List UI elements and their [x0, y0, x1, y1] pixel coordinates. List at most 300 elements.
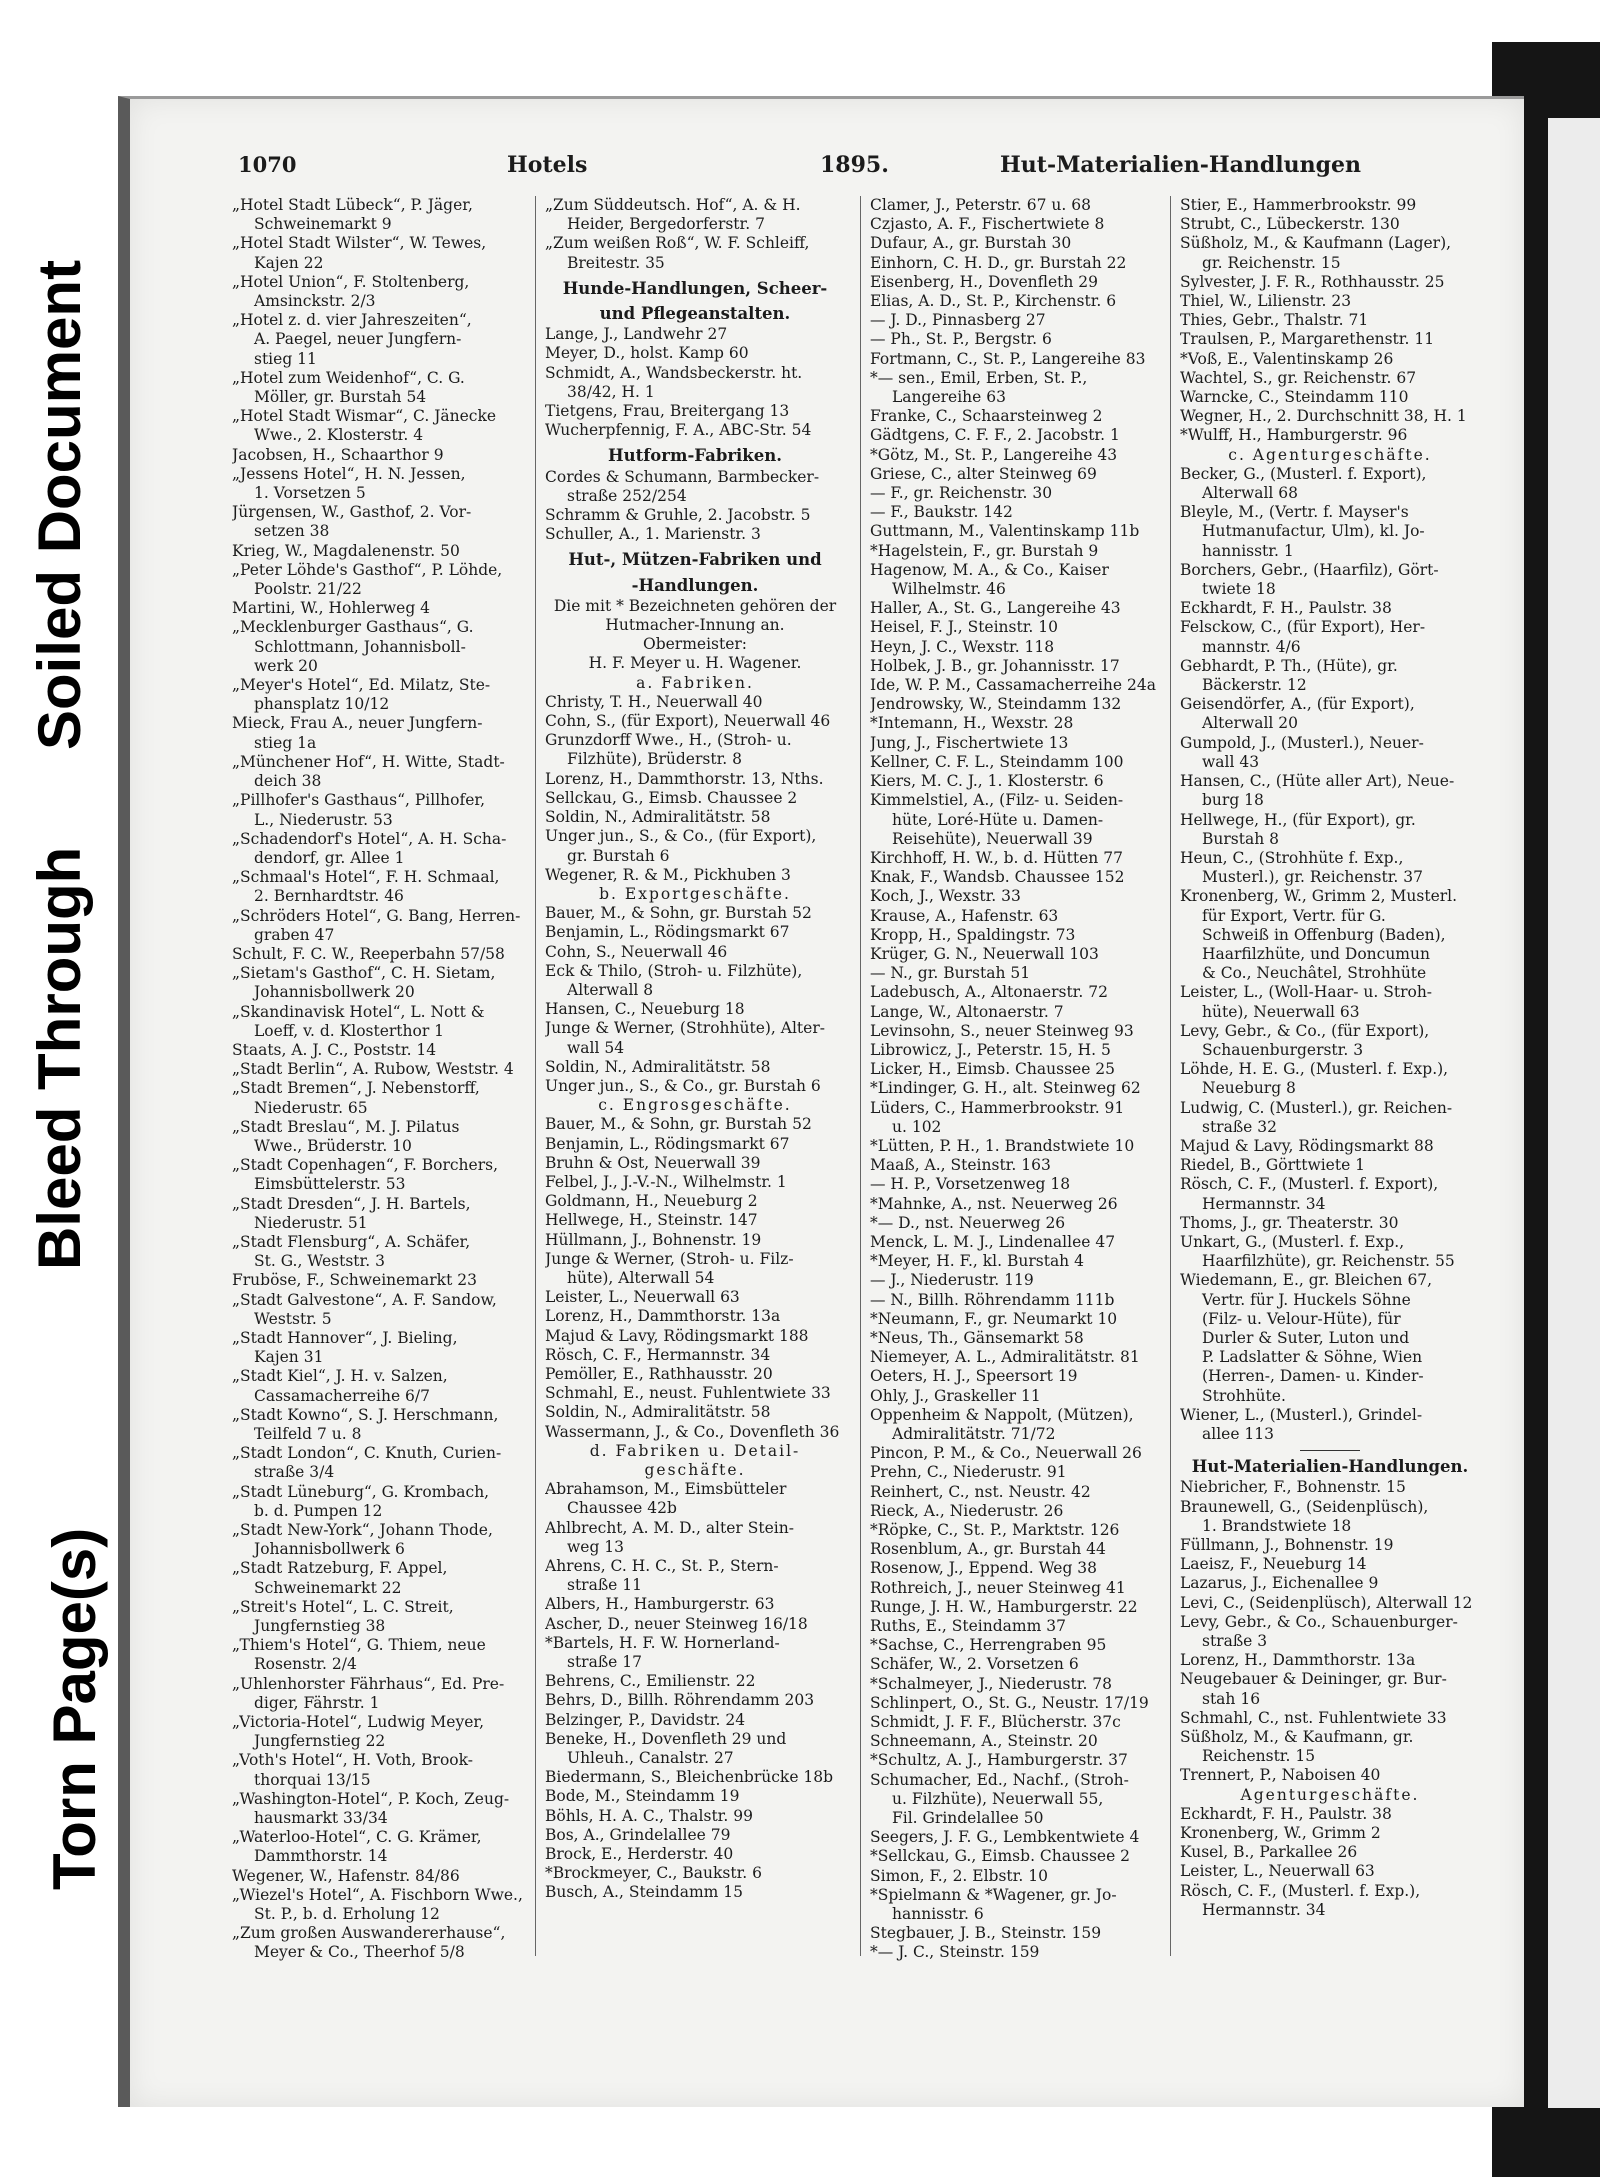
directory-entry: Eisenberg, H., Dovenfleth 29 [870, 272, 1099, 291]
directory-entry: Junge & Werner, (Strohhüte), Alter- [545, 1019, 825, 1038]
directory-entry: Laeisz, F., Neueburg 14 [1180, 1555, 1367, 1574]
directory-entry: *Mahnke, A., nst. Neuerweg 26 [870, 1194, 1118, 1213]
directory-entry: „Thiem's Hotel“, G. Thiem, neue [232, 1636, 486, 1655]
entry-continuation: St. P., b. d. Erholung 12 [254, 1905, 440, 1924]
entry-continuation: Schweinemarkt 22 [254, 1578, 402, 1597]
directory-entry: — N., Billh. Röhrendamm 111b [870, 1290, 1115, 1309]
directory-entry: Knak, F., Wandsb. Chaussee 152 [870, 868, 1125, 887]
directory-entry: „Stadt Lüneburg“, G. Krombach, [232, 1482, 490, 1501]
directory-entry: „Mecklenburger Gasthaus“, G. [232, 618, 474, 637]
entry-continuation: Alterwall 20 [1202, 714, 1299, 733]
directory-entry: Kronenberg, W., Grimm 2, Musterl. [1180, 887, 1458, 906]
directory-entry: Soldin, N., Admiralitätstr. 58 [545, 1403, 771, 1422]
directory-entry: Lange, W., Altonaerstr. 7 [870, 1002, 1064, 1021]
right-running-title: Hut-Materialien-Handlungen [1000, 152, 1362, 178]
directory-entry: Schmahl, C., nst. Fuhlentwiete 33 [1180, 1708, 1447, 1727]
entry-continuation: Haarfilzhüte), gr. Reichenstr. 55 [1202, 1252, 1455, 1271]
directory-entry: Kellner, C. F. L., Steindamm 100 [870, 752, 1124, 771]
entry-continuation: Dammthorstr. 14 [254, 1847, 388, 1866]
entry-continuation: u. 102 [892, 1117, 942, 1136]
directory-entry: „Stadt Kiel“, J. H. v. Salzen, [232, 1367, 448, 1386]
directory-entry: — H. P., Vorsetzenweg 18 [870, 1175, 1071, 1194]
directory-entry: „Zum weißen Roß“, W. F. Schleiff, [545, 234, 810, 253]
entry-continuation: Möller, gr. Burstah 54 [254, 388, 427, 407]
entry-continuation: Wwe., 2. Klosterstr. 4 [254, 426, 424, 445]
section-heading: Hutform-Fabriken. [608, 446, 782, 466]
entry-continuation: Teilfeld 7 u. 8 [254, 1425, 362, 1443]
directory-entry: Staats, A. J. C., Poststr. 14 [232, 1040, 437, 1059]
directory-entry: Licker, H., Eimsb. Chaussee 25 [870, 1060, 1116, 1079]
directory-entry: Leister, L., Neuerwall 63 [545, 1288, 740, 1307]
section-note: Hutmacher-Innung an. [605, 616, 785, 635]
entry-continuation: setzen 38 [254, 522, 330, 541]
directory-entry: Holbek, J. B., gr. Johannisstr. 17 [870, 656, 1120, 675]
entry-continuation: dendorf, gr. Allee 1 [254, 848, 405, 867]
directory-entry: Haller, A., St. G., Langereihe 43 [870, 599, 1121, 618]
directory-entry: Rösch, C. F., (Musterl. f. Export), [1180, 1175, 1439, 1194]
directory-entry: Eckhardt, F. H., Paulstr. 38 [1180, 1804, 1392, 1823]
column-rule [535, 196, 536, 1956]
directory-entry: *Brockmeyer, C., Baukstr. 6 [545, 1864, 763, 1883]
directory-entry: *Wulff, H., Hamburgerstr. 96 [1180, 426, 1408, 445]
directory-entry: Schlinpert, O., St. G., Neustr. 17/19 [870, 1693, 1149, 1712]
directory-entry: Heyn, J. C., Wexstr. 118 [870, 637, 1055, 656]
subsection-heading: b. Exportgeschäfte. [599, 884, 791, 903]
directory-entry: Ahlbrecht, A. M. D., alter Stein- [545, 1518, 794, 1537]
directory-entry: Levy, Gebr., & Co., Schauenburger- [1180, 1612, 1458, 1631]
directory-entry: Hüllmann, J., Bohnenstr. 19 [545, 1230, 762, 1249]
directory-entry: Schmidt, A., Wandsbeckerstr. ht. [545, 363, 803, 382]
directory-entry: „Stadt Galvestone“, A. F. Sandow, [232, 1290, 497, 1309]
entry-continuation: Wilhelmstr. 46 [892, 580, 1006, 599]
directory-entry: *Bartels, H. F. W. Hornerland- [545, 1633, 780, 1652]
directory-entry: Albers, H., Hamburgerstr. 63 [545, 1595, 775, 1614]
directory-entry: Gumpold, J., (Musterl.), Neuer- [1180, 733, 1424, 752]
directory-entry: Cordes & Schumann, Barmbecker- [545, 467, 820, 486]
directory-entry: Czjasto, A. F., Fischertwiete 8 [870, 215, 1105, 234]
directory-entry: „Hotel Stadt Lübeck“, P. Jäger, [232, 196, 473, 214]
directory-entry: Majud & Lavy, Rödingsmarkt 88 [1180, 1136, 1434, 1155]
directory-entry: Hagenow, M. A., & Co., Kaiser [870, 560, 1109, 579]
directory-entry: Cohn, S., Neuerwall 46 [545, 942, 728, 961]
directory-entry: „Stadt Bremen“, J. Nebenstorff, [232, 1079, 480, 1098]
directory-entry: *Spielmann & *Wagener, gr. Jo- [870, 1885, 1117, 1904]
directory-entry: Kusel, B., Parkallee 26 [1180, 1843, 1358, 1862]
entry-continuation: Vertr. für J. Huckels Söhne [1202, 1290, 1411, 1309]
entry-continuation: Schauenburgerstr. 3 [1202, 1040, 1364, 1059]
entry-continuation: Johannisbollwerk 6 [254, 1540, 405, 1559]
directory-entry: „Washington-Hotel“, P. Koch, Zeug- [232, 1789, 510, 1808]
directory-entry: Guttmann, M., Valentinskamp 11b [870, 522, 1140, 541]
entry-continuation: 2. Bernhardtstr. 46 [254, 887, 404, 906]
column-4 [1180, 196, 1480, 1920]
directory-entry: „Peter Löhde's Gasthof“, P. Löhde, [232, 560, 503, 579]
entry-continuation: stieg 11 [254, 349, 317, 368]
subsection-heading: d. Fabriken u. Detail- [589, 1441, 801, 1460]
entry-continuation: für Export, Vertr. für G. [1202, 906, 1386, 925]
directory-entry: Lorenz, H., Dammthorstr. 13a [545, 1307, 781, 1326]
directory-entry: Schäfer, W., 2. Vorsetzen 6 [870, 1655, 1079, 1674]
entry-continuation: u. Filzhüte), Neuerwall 55, [892, 1789, 1104, 1808]
directory-entry: Clamer, J., Peterstr. 67 u. 68 [870, 196, 1091, 214]
directory-entry: Oeters, H. J., Speersort 19 [870, 1367, 1078, 1386]
entry-continuation: twiete 18 [1202, 580, 1276, 599]
directory-entry: Jung, J., Fischertwiete 13 [870, 733, 1069, 752]
entry-continuation: deich 38 [254, 772, 322, 791]
directory-entry: Löhde, H. E. G., (Musterl. f. Exp.), [1180, 1060, 1449, 1079]
entry-continuation: Langereihe 63 [892, 388, 1006, 407]
directory-entry: Rosenblum, A., gr. Burstah 44 [870, 1540, 1106, 1559]
section-heading: Hut-, Mützen-Fabriken und [568, 550, 822, 570]
directory-entry: — Ph., St. P., Bergstr. 6 [870, 330, 1052, 349]
directory-entry: Librowicz, J., Peterstr. 15, H. 5 [870, 1040, 1111, 1059]
entry-continuation: Breitestr. 35 [567, 253, 665, 272]
page-number: 1070 [238, 152, 297, 177]
entry-continuation: wall 54 [567, 1038, 625, 1057]
directory-entry: „Wiezel's Hotel“, A. Fischborn Wwe., [232, 1885, 523, 1904]
directory-entry: Ide, W. P. M., Cassamacherreihe 24a [870, 676, 1156, 695]
directory-entry: Abrahamson, M., Eimsbütteler [545, 1480, 787, 1499]
directory-entry: „Stadt Berlin“, A. Rubow, Weststr. 4 [232, 1060, 514, 1079]
entry-continuation: allee 113 [1202, 1425, 1275, 1443]
entry-continuation: werk 20 [254, 656, 318, 675]
directory-entry: Einhorn, C. H. D., gr. Burstah 22 [870, 253, 1127, 272]
directory-entry: Pemöller, E., Rathhausstr. 20 [545, 1364, 773, 1383]
directory-entry: *Meyer, H. F., kl. Burstah 4 [870, 1252, 1084, 1271]
directory-entry: Lorenz, H., Dammthorstr. 13, Nths. [545, 769, 824, 788]
directory-entry: Lange, J., Landwehr 27 [545, 325, 728, 344]
directory-entry: *Neumann, F., gr. Neumarkt 10 [870, 1309, 1118, 1328]
directory-entry: Eckhardt, F. H., Paulstr. 38 [1180, 599, 1392, 618]
entry-continuation: Reisehüte), Neuerwall 39 [892, 829, 1093, 848]
directory-entry: Fruböse, F., Schweinemarkt 23 [232, 1271, 477, 1290]
directory-entry: „Hotel Union“, F. Stoltenberg, [232, 272, 470, 291]
directory-entry: „Jessens Hotel“, H. N. Jessen, [232, 464, 466, 483]
entry-continuation: gr. Reichenstr. 15 [1202, 253, 1341, 272]
subsection-heading: geschäfte. [644, 1461, 746, 1479]
directory-entry: „Stadt New-York“, Johann Thode, [232, 1521, 493, 1540]
subsection-heading: c. Engrosgeschäfte. [598, 1096, 792, 1115]
directory-entry: Sellckau, G., Eimsb. Chaussee 2 [545, 788, 798, 807]
directory-entry: „Meyer's Hotel“, Ed. Milatz, Ste- [232, 676, 491, 695]
directory-entry: Busch, A., Steindamm 15 [545, 1883, 743, 1902]
directory-entry: „Stadt Breslau“, M. J. Pilatus [232, 1117, 460, 1136]
directory-entry: Bruhn & Ost, Neuerwall 39 [545, 1153, 761, 1172]
directory-entry: Heun, C., (Strohhüte f. Exp., [1180, 848, 1404, 867]
directory-entry: Thies, Gebr., Thalstr. 71 [1180, 311, 1369, 330]
entry-continuation: 38/42, H. 1 [567, 382, 655, 401]
column-rule [1170, 196, 1171, 1956]
entry-continuation: Cassamacherreihe 6/7 [254, 1386, 431, 1405]
entry-continuation: Reichenstr. 15 [1202, 1747, 1316, 1766]
directory-entry: Seegers, J. F. G., Lembkentwiete 4 [870, 1828, 1140, 1847]
entry-continuation: Wwe., Brüderstr. 10 [254, 1136, 412, 1155]
directory-entry: „Voth's Hotel“, H. Voth, Brook- [232, 1751, 473, 1770]
directory-entry: Unkart, G., (Musterl. f. Exp., [1180, 1232, 1405, 1251]
entry-continuation: Jungfernstieg 38 [254, 1617, 386, 1636]
entry-continuation: A. Paegel, neuer Jungfern- [254, 330, 462, 349]
directory-entry: Ruths, E., Steindamm 37 [870, 1617, 1066, 1636]
entry-continuation: hausmarkt 33/34 [254, 1809, 388, 1828]
directory-entry: Rieck, A., Niederustr. 26 [870, 1501, 1064, 1520]
entry-continuation: Johannisbollwerk 20 [254, 983, 415, 1002]
entry-continuation: Kajen 31 [254, 1348, 324, 1367]
entry-continuation: Heider, Bergedorferstr. 7 [567, 215, 765, 234]
entry-continuation: straße 3 [1202, 1632, 1268, 1651]
entry-continuation: Haarfilzhüte, und Doncumun [1202, 944, 1430, 963]
directory-entry: „Schmaal's Hotel“, F. H. Schmaal, [232, 868, 500, 887]
entry-continuation: straße 17 [567, 1653, 643, 1672]
entry-continuation: mannstr. 4/6 [1202, 637, 1301, 656]
directory-entry: Menck, L. M. J., Lindenallee 47 [870, 1232, 1116, 1251]
directory-entry: Trennert, P., Naboisen 40 [1180, 1766, 1381, 1785]
directory-entry: Behrens, C., Emilienstr. 22 [545, 1672, 756, 1691]
directory-entry: „Uhlenhorster Fährhaus“, Ed. Pre- [232, 1674, 505, 1693]
torn-pages-label: Torn Page(s) [41, 1527, 108, 1890]
year-label: 1895. [820, 152, 889, 178]
directory-entry: Schmidt, J. F. F., Blücherstr. 37c [870, 1713, 1121, 1732]
entry-continuation: hüte), Neuerwall 63 [1202, 1002, 1360, 1021]
column-3 [870, 196, 1170, 1963]
entry-continuation: 1. Vorsetzen 5 [254, 484, 366, 503]
directory-entry: Reinhert, C., nst. Neustr. 42 [870, 1482, 1091, 1501]
directory-entry: Niemeyer, A. L., Admiralitätstr. 81 [870, 1348, 1140, 1367]
directory-entry: „Zum großen Auswandererhause“, [232, 1924, 506, 1943]
directory-entry: *Neus, Th., Gänsemarkt 58 [870, 1328, 1084, 1347]
directory-entry: Levy, Gebr., & Co., (für Export), [1180, 1021, 1430, 1040]
directory-entry: Tietgens, Frau, Breitergang 13 [545, 402, 790, 421]
directory-entry: Wassermann, J., & Co., Dovenfleth 36 [545, 1422, 840, 1441]
directory-entry: „Skandinavisk Hotel“, L. Nott & [232, 1002, 485, 1021]
directory-entry: Rösch, C. F., Hermannstr. 34 [545, 1345, 771, 1364]
entry-continuation: straße 11 [567, 1576, 643, 1595]
entry-continuation: diger, Fährstr. 1 [254, 1693, 380, 1712]
bleed-through-label: Bleed Through [26, 846, 93, 1270]
entry-continuation: Niederustr. 65 [254, 1098, 368, 1117]
directory-entry: Wegener, W., Hafenstr. 84/86 [232, 1866, 460, 1885]
left-running-title: Hotels [507, 152, 588, 178]
directory-entry: Becker, G., (Musterl. f. Export), [1180, 464, 1427, 483]
directory-entry: Koch, J., Wexstr. 33 [870, 887, 1021, 906]
directory-entry: Griese, C., alter Steinweg 69 [870, 464, 1097, 483]
directory-entry: Cohn, S., (für Export), Neuerwall 46 [545, 712, 831, 731]
directory-entry: „Hotel zum Weidenhof“, C. G. [232, 368, 465, 387]
directory-entry: „Sietam's Gasthof“, C. H. Sietam, [232, 964, 496, 983]
directory-entry: Thoms, J., gr. Theaterstr. 30 [1180, 1213, 1399, 1232]
directory-entry: Behrs, D., Billh. Röhrendamm 203 [545, 1691, 815, 1710]
entry-continuation: Alterwall 8 [567, 980, 654, 999]
entry-continuation: Uhleuh., Canalstr. 27 [567, 1749, 734, 1768]
directory-entry: *Intemann, H., Wexstr. 28 [870, 714, 1074, 733]
directory-entry: Soldin, N., Admiralitätstr. 58 [545, 1057, 771, 1076]
directory-entry: Warncke, C., Steindamm 110 [1180, 388, 1409, 407]
directory-entry: Martini, W., Hohlerweg 4 [232, 599, 431, 618]
entry-continuation: Neueburg 8 [1202, 1079, 1296, 1098]
directory-entry: *— sen., Emil, Erben, St. P., [870, 368, 1088, 387]
directory-entry: Borchers, Gebr., (Haarfilz), Gört- [1180, 560, 1439, 579]
directory-entry: Belzinger, P., Davidstr. 24 [545, 1710, 746, 1729]
entry-continuation: Poolstr. 21/22 [254, 580, 362, 599]
directory-entry: Rosenow, J., Eppend. Weg 38 [870, 1559, 1098, 1578]
directory-entry: *Lütten, P. H., 1. Brandstwiete 10 [870, 1136, 1135, 1155]
section-note: H. F. Meyer u. H. Wagener. [588, 654, 802, 673]
directory-entry: — J. D., Pinnasberg 27 [870, 311, 1046, 330]
directory-entry: Stier, E., Hammerbrookstr. 99 [1180, 196, 1417, 214]
directory-entry: Riedel, B., Görttwiete 1 [1180, 1156, 1366, 1175]
entry-continuation: stieg 1a [254, 733, 317, 752]
directory-entry: Junge & Werner, (Stroh- u. Filz- [545, 1249, 794, 1268]
entry-continuation: Durler & Suter, Luton und [1202, 1328, 1410, 1347]
directory-entry: Biedermann, S., Bleichenbrücke 18b [545, 1768, 834, 1787]
directory-entry: „Stadt Ratzeburg, F. Appel, [232, 1559, 448, 1578]
entry-continuation: weg 13 [567, 1537, 625, 1556]
directory-entry: Böhls, H. A. C., Thalstr. 99 [545, 1806, 753, 1825]
directory-entry: *Sachse, C., Herrengraben 95 [870, 1636, 1107, 1655]
directory-entry: Ladebusch, A., Altonaerstr. 72 [870, 983, 1108, 1002]
directory-entry: Meyer, D., holst. Kamp 60 [545, 344, 749, 363]
directory-entry: Dufaur, A., gr. Burstah 30 [870, 234, 1072, 253]
directory-entry: Brock, E., Herderstr. 40 [545, 1845, 734, 1864]
section-heading: und Pflegeanstalten. [599, 304, 791, 324]
directory-entry: Rösch, C. F., (Musterl. f. Exp.), [1180, 1881, 1421, 1900]
directory-entry: „Stadt Dresden“, J. H. Bartels, [232, 1194, 471, 1213]
directory-entry: *Schultz, A. J., Hamburgerstr. 37 [870, 1751, 1128, 1770]
subsection-heading: Agenturgeschäfte. [1240, 1785, 1420, 1804]
directory-entry: — F., gr. Reichenstr. 30 [870, 484, 1053, 503]
directory-entry: „Schadendorf's Hotel“, A. H. Scha- [232, 829, 507, 848]
entry-continuation: stah 16 [1202, 1689, 1261, 1708]
entry-continuation: Alterwall 68 [1202, 484, 1299, 503]
directory-entry: Krause, A., Hafenstr. 63 [870, 906, 1059, 925]
directory-entry: Lazarus, J., Eichenallee 9 [1180, 1574, 1379, 1593]
entry-continuation: Schlottmann, Johannisboll- [254, 637, 466, 656]
section-divider [1300, 1450, 1360, 1451]
directory-entry: *Hagelstein, F., gr. Burstah 9 [870, 541, 1099, 560]
directory-entry: „Hotel Stadt Wismar“, C. Jänecke [232, 407, 497, 426]
directory-entry: Kropp, H., Spaldingstr. 73 [870, 925, 1076, 944]
section-heading: Hut-Materialien-Handlungen. [1191, 1457, 1469, 1477]
directory-entry: Krüger, G. N., Neuerwall 103 [870, 944, 1099, 963]
column-rule [860, 196, 861, 1956]
entry-continuation: Chaussee 42b [567, 1499, 677, 1518]
directory-entry: *Röpke, C., St. P., Marktstr. 126 [870, 1521, 1120, 1540]
entry-continuation: Weststr. 5 [254, 1309, 332, 1328]
directory-entry: „Stadt London“, C. Knuth, Curien- [232, 1444, 502, 1463]
entry-continuation: Filzhüte), Brüderstr. 8 [567, 750, 742, 769]
directory-entry: „Stadt Copenhagen“, F. Borchers, [232, 1156, 498, 1175]
section-note: Die mit * Bezeichneten gehören der [553, 596, 837, 615]
entry-continuation: hüte, Loré-Hüte u. Damen- [892, 810, 1104, 829]
directory-entry: Leister, L., (Woll-Haar- u. Stroh- [1180, 983, 1433, 1002]
entry-continuation: P. Ladslatter & Söhne, Wien [1202, 1348, 1423, 1367]
entry-continuation: Fil. Grindelallee 50 [892, 1809, 1044, 1828]
directory-entry: „Hotel z. d. vier Jahreszeiten“, [232, 311, 472, 330]
directory-entry: Runge, J. H. W., Hamburgerstr. 22 [870, 1597, 1138, 1616]
directory-entry: „Stadt Kowno“, S. J. Herschmann, [232, 1405, 499, 1424]
directory-entry: „Stadt Hannover“, J. Bieling, [232, 1328, 458, 1347]
entry-continuation: Hermannstr. 34 [1202, 1900, 1326, 1919]
directory-entry: Lorenz, H., Dammthorstr. 13a [1180, 1651, 1416, 1670]
directory-entry: *Lindinger, G. H., alt. Steinweg 62 [870, 1079, 1141, 1098]
directory-entry: Wachtel, S., gr. Reichenstr. 67 [1180, 368, 1417, 387]
directory-entry: Gebhardt, P. Th., (Hüte), gr. [1180, 656, 1398, 675]
directory-entry: *Sellckau, G., Eimsb. Chaussee 2 [870, 1847, 1131, 1866]
directory-entry: Niebricher, F., Bohnenstr. 15 [1180, 1478, 1406, 1497]
entry-continuation: 1. Brandstwiete 18 [1202, 1516, 1352, 1535]
entry-continuation: straße 32 [1202, 1117, 1278, 1136]
directory-entry: Schult, F. C. W., Reeperbahn 57/58 [232, 944, 505, 963]
directory-entry: Neugebauer & Deininger, gr. Bur- [1180, 1670, 1447, 1689]
directory-entry: Traulsen, P., Margarethenstr. 11 [1180, 330, 1435, 349]
entry-continuation: b. d. Pumpen 12 [254, 1501, 383, 1520]
directory-entry: Kimmelstiel, A., (Filz- u. Seiden- [870, 791, 1124, 810]
subsection-heading: a. Fabriken. [636, 673, 754, 692]
entry-continuation: Eimsbüttelerstr. 53 [254, 1175, 406, 1194]
directory-entry: Unger jun., S., & Co., (für Export), [545, 827, 817, 846]
subsection-heading: c. Agenturgeschäfte. [1228, 445, 1432, 464]
directory-entry: Beneke, H., Dovenfleth 29 und [545, 1729, 787, 1748]
directory-entry: Bode, M., Steindamm 19 [545, 1787, 740, 1806]
directory-entry: Schneemann, A., Steinstr. 20 [870, 1732, 1098, 1751]
directory-entry: Hansen, C., Neueburg 18 [545, 1000, 745, 1019]
directory-entry: Kirchhoff, H. W., b. d. Hütten 77 [870, 848, 1123, 867]
directory-entry: Mieck, Frau A., neuer Jungfern- [232, 714, 483, 733]
directory-entry: Ohly, J., Graskeller 11 [870, 1386, 1041, 1405]
entry-continuation: Bäckerstr. 12 [1202, 676, 1307, 695]
directory-entry: Füllmann, J., Bohnenstr. 19 [1180, 1536, 1394, 1555]
directory-entry: Bleyle, M., (Vertr. f. Mayser's [1180, 503, 1409, 522]
directory-entry: „Waterloo-Hotel“, C. G. Krämer, [232, 1828, 482, 1847]
directory-entry: Schuller, A., 1. Marienstr. 3 [545, 525, 761, 544]
entry-continuation: Loeff, v. d. Klosterthor 1 [254, 1021, 445, 1040]
directory-entry: *— D., nst. Neuerweg 26 [870, 1213, 1066, 1232]
directory-entry: Rothreich, J., neuer Steinweg 41 [870, 1578, 1126, 1597]
entry-continuation: straße 3/4 [254, 1463, 335, 1482]
directory-entry: Franke, C., Schaarsteinweg 2 [870, 407, 1103, 426]
directory-entry: Majud & Lavy, Rödingsmarkt 188 [545, 1326, 809, 1345]
entry-continuation: hannisstr. 1 [1202, 541, 1294, 560]
directory-entry: Ahrens, C. H. C., St. P., Stern- [545, 1557, 779, 1576]
directory-entry: „Hotel Stadt Wilster“, W. Tewes, [232, 234, 487, 253]
directory-entry: Wiedemann, E., gr. Bleichen 67, [1180, 1271, 1433, 1290]
directory-entry: Felsckow, C., (für Export), Her- [1180, 618, 1426, 637]
directory-entry: Oppenheim & Nappolt, (Mützen), [870, 1405, 1134, 1424]
entry-continuation: & Co., Neuchâtel, Strohhüte [1202, 964, 1427, 983]
directory-entry: Strubt, C., Lübeckerstr. 130 [1180, 215, 1400, 234]
directory-entry: Braunewell, G., (Seidenplüsch), [1180, 1497, 1429, 1516]
directory-entry: Stegbauer, J. B., Steinstr. 159 [870, 1924, 1102, 1943]
entry-continuation: gr. Burstah 6 [567, 846, 670, 865]
directory-entry: Benjamin, L., Rödingsmarkt 67 [545, 923, 790, 942]
directory-entry: Levi, C., (Seidenplüsch), Alterwall 12 [1180, 1593, 1473, 1612]
soiled-document-label: Soiled Document [26, 259, 93, 750]
directory-entry: Hansen, C., (Hüte aller Art), Neue- [1180, 772, 1455, 791]
directory-entry: „Streit's Hotel“, L. C. Streit, [232, 1597, 454, 1616]
directory-entry: Simon, F., 2. Elbstr. 10 [870, 1866, 1048, 1885]
directory-entry: Felbel, J., J.-V.-N., Wilhelmstr. 1 [545, 1172, 787, 1191]
directory-entry: Geisendörfer, A., (für Export), [1180, 695, 1415, 714]
directory-entry: Lüders, C., Hammerbrookstr. 91 [870, 1098, 1125, 1117]
entry-continuation: L., Niederustr. 53 [254, 810, 393, 829]
directory-entry: Jacobsen, H., Schaarthor 9 [232, 445, 444, 464]
directory-entry: Jendrowsky, W., Steindamm 132 [870, 695, 1122, 714]
directory-entry: Süßholz, M., & Kaufmann (Lager), [1180, 234, 1452, 253]
entry-continuation: hüte), Alterwall 54 [567, 1268, 715, 1287]
entry-continuation: St. G., Weststr. 3 [254, 1252, 385, 1271]
entry-continuation: Jungfernstieg 22 [254, 1732, 386, 1751]
directory-entry: Fortmann, C., St. P., Langereihe 83 [870, 349, 1146, 368]
column-1 [232, 196, 532, 1963]
